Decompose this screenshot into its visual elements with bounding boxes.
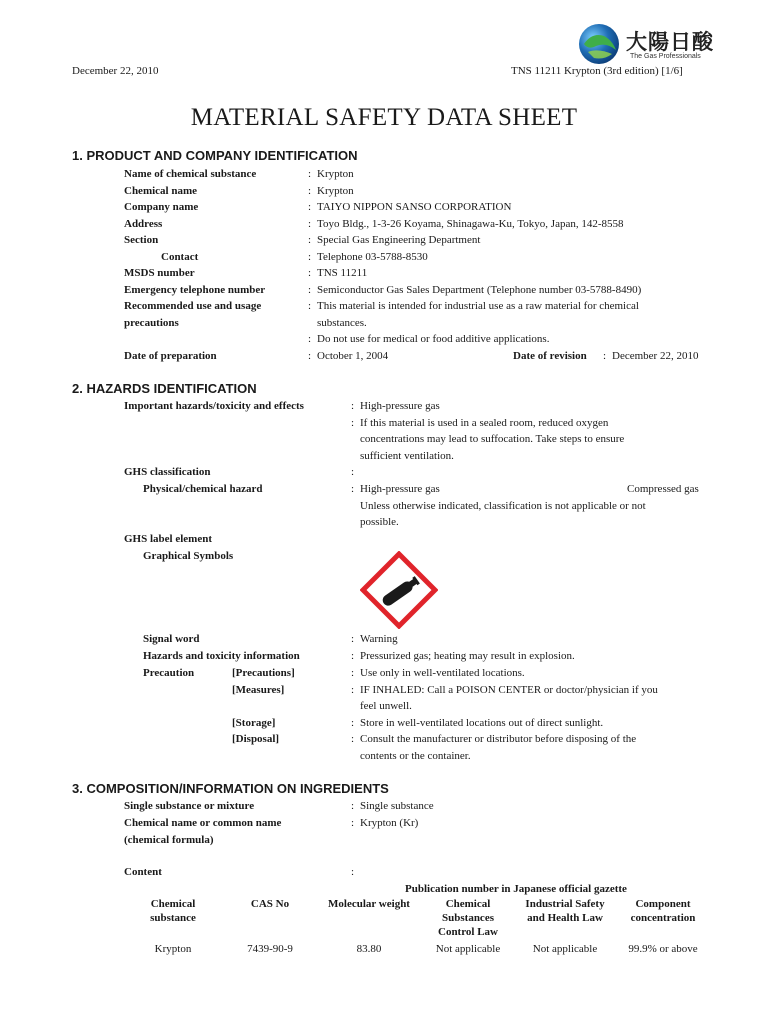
gazette-header: Publication number in Japanese official gazette — [405, 883, 627, 895]
colon: : — [351, 866, 355, 878]
colon: : — [351, 817, 355, 829]
tag-precautions: [Precautions] — [232, 667, 295, 679]
value-date-of-revision: December 22, 2010 — [612, 350, 699, 362]
label-important-hazards: Important hazards/toxicity and effects — [124, 400, 304, 412]
table-cell-molecular-weight: 83.80 — [356, 943, 382, 955]
label-chemical-common-name: Chemical name or common name — [124, 817, 282, 829]
colon: : — [308, 201, 312, 213]
colon: : — [351, 800, 355, 812]
value-emergency-phone: Semiconductor Gas Sales Department (Telephone number 03-5788-8490) — [317, 283, 642, 296]
value-physical-hazard: High-pressure gas — [360, 483, 440, 495]
value-important-hazards-1: High-pressure gas — [360, 400, 440, 412]
value-chemical-name: Krypton — [317, 184, 354, 197]
value-physical-note: Unless otherwise indicated, classification is not applicable or not — [360, 499, 646, 512]
value-measures-cont: feel unwell. — [360, 700, 412, 712]
label-content: Content — [124, 866, 162, 878]
value-important-hazards-2b: concentrations may lead to suffocation. Take steps to ensure — [360, 433, 625, 445]
value-hazards-toxicity-info: Pressurized gas; heating may result in explosion. — [360, 650, 575, 662]
logo-tagline: The Gas Professionals — [630, 53, 701, 60]
colon: : — [308, 168, 312, 180]
colon: : — [603, 350, 607, 362]
value-physical-category: Compressed gas — [627, 483, 699, 495]
table-header-industrial-safety-law: Industrial Safety and Health Law — [525, 898, 605, 924]
label-emergency-phone: Emergency telephone number — [124, 283, 266, 296]
value-disposal: Consult the manufacturer or distributor before disposing of the — [360, 733, 637, 745]
label-physical-hazard: Physical/chemical hazard — [143, 483, 263, 495]
colon: : — [351, 466, 355, 478]
value-contact: Telephone 03-5788-8530 — [317, 250, 428, 263]
label-signal-word: Signal word — [143, 633, 200, 645]
section-1-heading: 1. PRODUCT AND COMPANY IDENTIFICATION — [72, 148, 358, 163]
colon: : — [351, 633, 355, 645]
label-ghs-label-element: GHS label element — [124, 533, 212, 545]
table-cell-concentration: 99.9% or above — [628, 943, 698, 955]
colon: : — [308, 333, 312, 345]
colon: : — [308, 184, 312, 197]
value-signal-word: Warning — [360, 633, 398, 645]
tag-storage: [Storage] — [232, 716, 276, 729]
value-chemical-common-name: Krypton (Kr) — [360, 817, 419, 829]
label-usage-precautions: precautions — [124, 317, 179, 329]
value-physical-note-cont: possible. — [360, 516, 399, 528]
value-disposal-cont: contents or the container. — [360, 749, 471, 762]
value-section: Special Gas Engineering Department — [317, 234, 481, 246]
table-cell-cas-no: 7439-90-9 — [247, 943, 293, 955]
table-header-cas-no: CAS No — [250, 898, 290, 910]
value-precautions: Use only in well-ventilated locations. — [360, 667, 525, 679]
company-logo — [578, 22, 718, 68]
colon: : — [308, 350, 312, 362]
label-hazards-toxicity-info: Hazards and toxicity information — [143, 650, 300, 662]
section-2-heading: 2. HAZARDS IDENTIFICATION — [72, 381, 257, 396]
label-single-substance: Single substance or mixture — [124, 800, 255, 812]
colon: : — [351, 483, 355, 495]
label-recommended-use: Recommended use and usage — [124, 300, 262, 312]
value-company-name: TAIYO NIPPON SANSO CORPORATION — [317, 201, 512, 213]
colon: : — [308, 300, 312, 312]
value-usage-precaution: Do not use for medical or food additive applications. — [317, 333, 550, 345]
label-company-name: Company name — [124, 201, 199, 213]
logo-name: 大陽日酸 — [626, 31, 714, 54]
label-ghs-classification: GHS classification — [124, 466, 211, 478]
colon: : — [351, 416, 355, 429]
page-title: MATERIAL SAFETY DATA SHEET — [190, 104, 578, 131]
table-header-chemical-substances-control-law: Chemical Substances Control Law — [438, 898, 498, 938]
table-header-molecular-weight: Molecular weight — [328, 898, 410, 910]
colon: : — [308, 234, 312, 246]
table-cell-safety-law: Not applicable — [532, 943, 598, 955]
value-single-substance: Single substance — [360, 800, 434, 812]
value-measures: IF INHALED: Call a POISON CENTER or doctor/physician if you — [360, 683, 658, 696]
tag-measures: [Measures] — [232, 683, 285, 696]
colon: : — [351, 400, 355, 412]
table-header-chemical-substance: Chemical substance — [150, 898, 196, 924]
value-msds-number: TNS 11211 — [317, 267, 368, 279]
colon: : — [351, 650, 355, 662]
value-recommended-use: This material is intended for industrial use as a raw material for chemical — [317, 300, 639, 312]
colon: : — [308, 217, 312, 230]
table-cell-substance: Krypton — [154, 943, 192, 955]
value-name-of-chemical: Krypton — [317, 168, 354, 180]
label-date-of-revision: Date of revision — [513, 350, 587, 362]
label-name-of-chemical: Name of chemical substance — [124, 168, 257, 180]
label-contact: Contact — [161, 250, 199, 263]
label-precaution: Precaution — [143, 667, 195, 679]
colon: : — [308, 267, 312, 279]
gas-cylinder-icon — [360, 551, 438, 629]
header-date: December 22, 2010 — [72, 65, 159, 77]
label-chemical-name: Chemical name — [124, 184, 198, 197]
label-address: Address — [124, 217, 163, 230]
header-doc-ref: TNS 11211 Krypton (3rd edition) [1/6] — [511, 65, 683, 77]
value-address: Toyo Bldg., 1-3-26 Koyama, Shinagawa-Ku, Tokyo, Japan, 142-8558 — [317, 217, 624, 230]
value-important-hazards-2c: sufficient ventilation. — [360, 449, 454, 462]
value-recommended-use-cont: substances. — [317, 316, 367, 329]
label-chemical-formula: (chemical formula) — [124, 833, 214, 846]
label-section: Section — [124, 234, 159, 246]
colon: : — [351, 716, 355, 729]
label-date-of-preparation: Date of preparation — [124, 350, 217, 362]
table-header-component-concentration: Component concentration — [630, 898, 696, 924]
logo-globe-icon — [578, 22, 622, 66]
section-3-heading: 3. COMPOSITION/INFORMATION ON INGREDIENTS — [72, 781, 389, 796]
colon: : — [351, 733, 355, 745]
colon: : — [351, 667, 355, 679]
label-graphical-symbols: Graphical Symbols — [143, 550, 234, 562]
colon: : — [351, 683, 355, 696]
table-cell-control-law: Not applicable — [435, 943, 501, 955]
label-msds-number: MSDS number — [124, 267, 195, 279]
colon: : — [308, 250, 312, 263]
value-storage: Store in well-ventilated locations out of direct sunlight. — [360, 716, 604, 729]
value-important-hazards-2: If this material is used in a sealed room, reduced oxygen — [360, 416, 609, 429]
value-date-of-preparation: October 1, 2004 — [317, 350, 389, 362]
tag-disposal: [Disposal] — [232, 733, 280, 745]
colon: : — [308, 283, 312, 296]
